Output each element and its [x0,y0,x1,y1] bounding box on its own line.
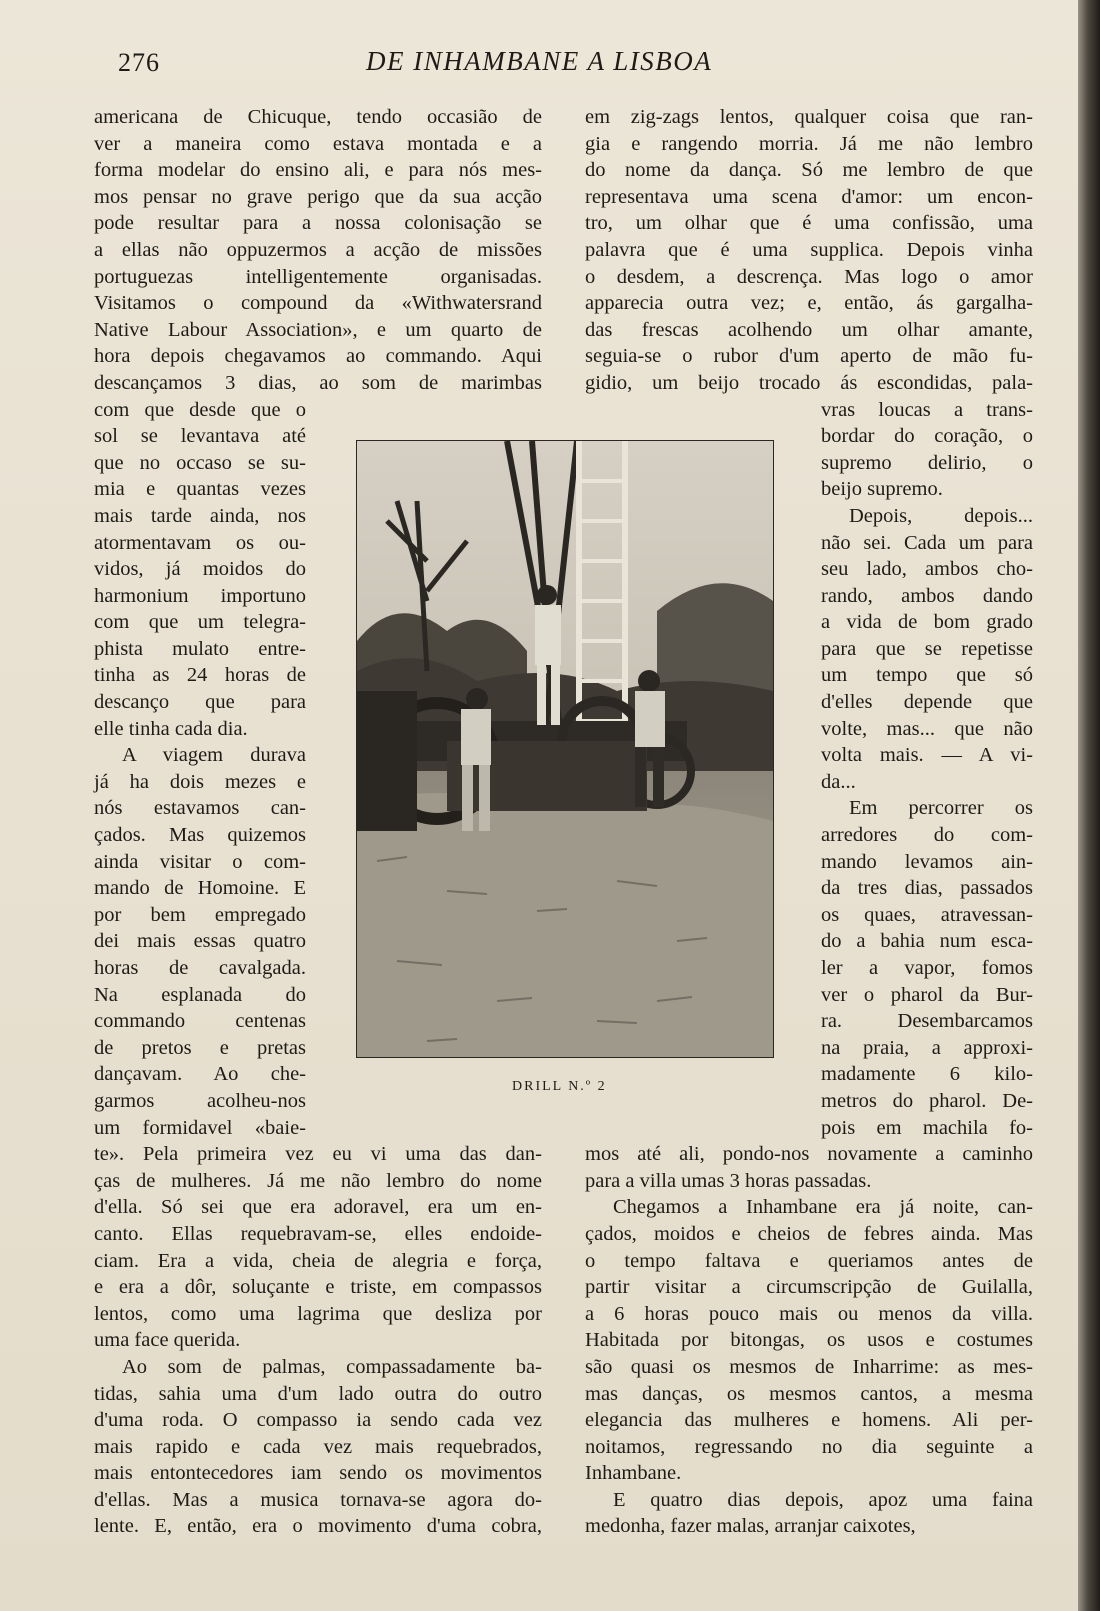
text-line: sol se levantava até [94,425,306,448]
text-line: seguia-se o rubor d'um aperto de mão fu- [585,345,1033,368]
text-line: medonha, fazer malas, arranjar caixotes, [585,1515,916,1538]
text-line: portuguezas intelligentemente organisadas. [94,265,542,288]
text-line: metros do pharol. De- [821,1089,1033,1112]
text-line: arredores do com- [821,824,1033,847]
text-line: a 6 horas pouco mais ou menos da villa. [585,1302,1033,1325]
text-line: seu lado, ambos cho- [821,558,1033,581]
text-line: gidio, um beijo trocado ás escondidas, pala- [585,371,1033,394]
text-line: d'elles depende que [821,691,1033,714]
text-line: são quasi os mesmos de Inharrime: as mes- [585,1355,1033,1378]
text-line: Depois, depois... [849,504,1033,527]
text-line: tidas, sahia uma d'um lado outra do outro [94,1382,542,1405]
text-line: um formidavel «baie- [94,1116,306,1139]
text-line: Na esplanada do [94,983,306,1006]
text-line: mais entontecedores iam sendo os movimentos [94,1462,542,1485]
text-line: ainda visitar o com- [94,850,306,873]
text-line: a ellas não oppuzermos a acção de missões [94,238,542,261]
text-line: garmos acolheu-nos [94,1089,306,1112]
text-line: rando, ambos dando [821,584,1033,607]
text-line: de pretos e pretas [94,1036,306,1059]
text-line: Inhambane. [585,1462,682,1485]
text-line: harmonium importuno [94,584,306,607]
text-line: para a villa umas 3 horas passadas. [585,1169,872,1192]
text-line: ças de mulheres. Já me não lembro do nome [94,1169,542,1192]
text-line: ler a vapor, fomos [821,957,1033,979]
running-title: DE INHAMBANE A LISBOA [366,46,713,76]
text-line: mais tarde ainda, nos [94,504,306,527]
text-line: dançavam. Ao che- [94,1063,306,1086]
text-line: lentos, como uma lagrima que desliza por [94,1302,542,1325]
text-line: ver o pharol da Bur- [821,983,1033,1006]
text-line: dei mais essas quatro [94,930,306,953]
text-line: apparecia outra vez; e, então, ás gargalha- [585,292,1033,315]
text-line: d'ella. Só sei que era adoravel, era um en- [94,1196,542,1219]
text-line: do nome da dança. Só me lembro de que [585,159,1033,182]
text-line: çados. Mas quizemos [94,824,306,847]
text-line: palavra que é uma supplica. Depois vinha [585,238,1033,261]
text-line: que no occaso se su- [94,451,306,474]
text-line: te». Pela primeira vez eu vi uma das dan- [94,1143,542,1166]
text-line: Visitamos o compound da «Withwatersrand [94,292,542,315]
text-line: noitamos, regressando no dia seguinte a [585,1435,1033,1458]
text-line: mia e quantas vezes [94,478,306,501]
text-line: do a bahia num esca- [821,930,1033,953]
text-line: não sei. Cada um para [821,531,1033,554]
text-line: E quatro dias depois, apoz uma faina [613,1488,1033,1511]
text-line: d'ellas. Mas a musica tornava-se agora do- [94,1488,542,1511]
text-line: mos até ali, pondo-nos novamente a caminho [585,1143,1033,1166]
text-line: Native Labour Association», e um quarto de [94,318,542,341]
text-line: tro, um olhar que é uma confissão, uma [585,212,1033,235]
text-line: elle tinha cada dia. [94,717,248,740]
text-line: mais rapido e cada vez mais requebrados, [94,1435,542,1458]
text-line: nós estavamos can- [94,797,306,820]
text-line: descanço que para [94,691,306,714]
text-line: com que desde que o [94,398,306,421]
text-line: A viagem durava [122,744,306,767]
text-line: já ha dois mezes e [94,770,306,793]
text-line: supremo delirio, o [821,451,1033,474]
text-line: da tres dias, passados [821,877,1033,900]
text-line: d'uma roda. O compasso ia sendo cada vez [94,1409,542,1432]
text-line: e era a dôr, soluçante e triste, em compassos [94,1276,542,1299]
text-line: ra. Desembarcamos [821,1010,1033,1033]
text-line: mos pensar no grave perigo que da sua acção [94,185,542,208]
text-line: Ao som de palmas, compassadamente ba- [122,1355,542,1378]
text-line: a vida de bom grado [821,611,1033,634]
text-line: volte, mas... que não [821,717,1033,740]
text-line: partir visitar a circumscripção de Guilalla, [585,1276,1033,1299]
drill-photograph [356,440,774,1058]
text-line: pode resultar para a nossa colonisação se [94,212,542,235]
text-line: Chegamos a Inhambane era já noite, can- [613,1196,1033,1219]
text-line: descançamos 3 dias, ao som de marimbas [94,371,542,394]
text-line: o desdem, a descrença. Mas logo o amor [585,265,1033,288]
text-line: çados, moidos e cheios de febres ainda. Mas [585,1222,1033,1245]
text-line: volta mais. — A vi- [821,744,1033,767]
text-line: representava uma scena d'amor: um encon- [585,185,1033,208]
text-line: da... [821,770,856,793]
text-line: canto. Ellas requebravam-se, elles endoide- [94,1222,542,1245]
text-line: uma face querida. [94,1329,241,1352]
text-line: bordar do coração, o [821,425,1033,448]
text-line: tinha as 24 horas de [94,664,306,687]
text-line: na praia, a approxi- [821,1036,1033,1059]
text-line: o tempo faltava e queriamos antes de [585,1249,1033,1272]
text-line: das frescas acolhendo um olhar amante, [585,318,1033,341]
text-line: gia e rangendo morria. Já me não lembro [585,132,1033,155]
text-line: com que um telegra- [94,611,306,634]
text-line: para que se repetisse [821,637,1033,660]
page-number: 276 [118,48,160,77]
text-line: em zig-zags lentos, qualquer coisa que ran- [585,106,1033,128]
drill-photo-illustration [357,441,773,1057]
text-line: forma modelar do ensino ali, e para nós mes- [94,159,542,182]
text-line: os quaes, atravessan- [821,903,1033,926]
text-line: horas de cavalgada. [94,957,306,979]
text-line: commando centenas [94,1010,306,1033]
text-line: madamente 6 kilo- [821,1063,1033,1086]
text-line: ver a maneira como estava montada e a [94,132,542,155]
text-line: mando levamos ain- [821,850,1033,873]
text-line: vras loucas a trans- [821,398,1033,421]
text-line: por bem empregado [94,903,306,926]
text-line: lente. E, então, era o movimento d'uma cobra, [94,1515,542,1538]
figure-caption: DRILL N.º 2 [512,1079,607,1094]
text-line: vidos, já moidos do [94,558,306,581]
text-line: Habitada por bitongas, os usos e costumes [585,1329,1033,1352]
text-line: elegancia das mulheres e homens. Ali per- [585,1409,1033,1432]
text-line: beijo supremo. [821,478,943,501]
text-line: phista mulato entre- [94,637,306,660]
text-line: pois em machila fo- [821,1116,1033,1139]
text-line: um tempo que só [821,664,1033,687]
text-line: mando de Homoine. E [94,877,306,900]
text-line: atormentavam os ou- [94,531,306,554]
text-line: ciam. Era a vida, cheia de alegria e força, [94,1249,542,1272]
book-binding-edge [1078,0,1100,1611]
text-line: mas danças, os mesmos cantos, a mesma [585,1382,1033,1405]
text-line: Em percorrer os [849,797,1033,820]
text-line: americana de Chicuque, tendo occasião de [94,106,542,128]
text-line: hora depois chegavamos ao commando. Aqui [94,345,542,368]
